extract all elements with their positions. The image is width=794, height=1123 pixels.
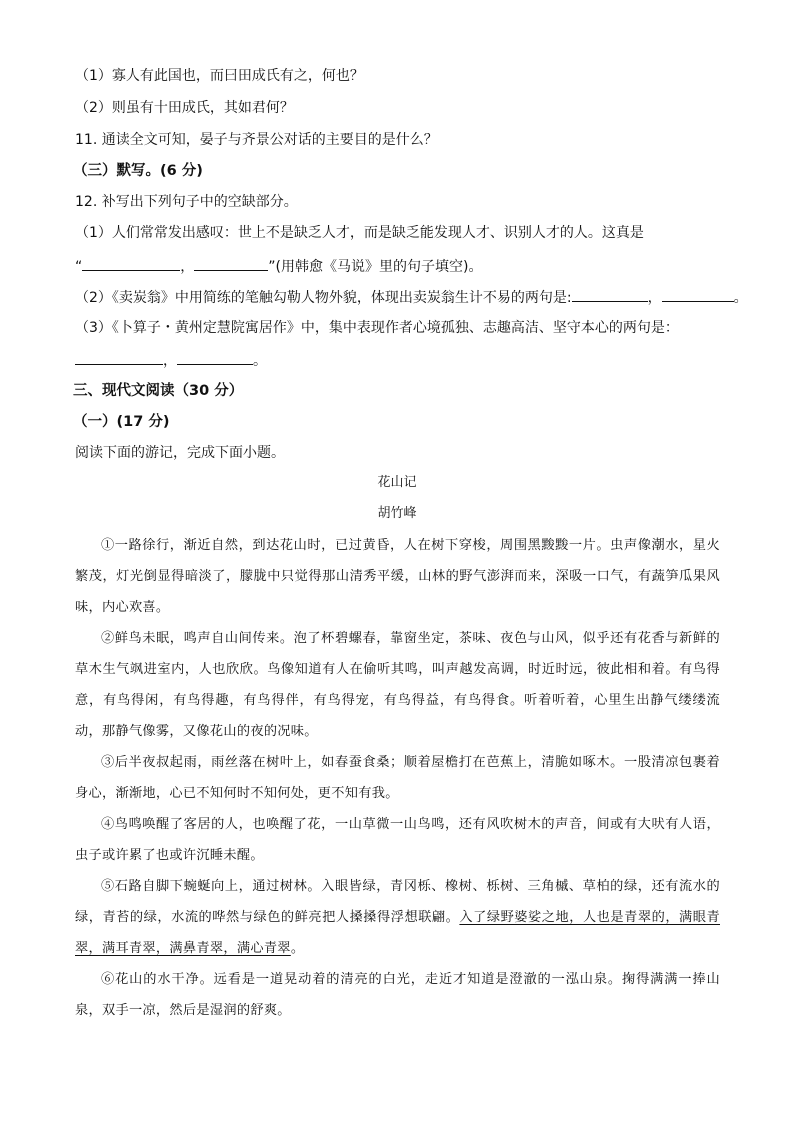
reading-instruction: 阅读下面的游记，完成下面小题。	[75, 445, 285, 461]
answer-blank[interactable]	[75, 350, 163, 365]
question-12-sub-3: （3）《卜算子・黄州定慧院寓居作》中，集中表现作者心境孤独、志趣高洁、坚守本心的两句是：	[75, 320, 679, 336]
comma: ，	[163, 353, 177, 369]
subsection-one-heading: （一）(17 分)	[73, 414, 170, 430]
question-10-item-2: （2）则虽有十田成氏，其如君何？	[75, 100, 294, 116]
essay-title: 花山记	[377, 475, 417, 490]
question-12-stem: 12. 补写出下列句子中的空缺部分。	[75, 194, 298, 210]
paragraph-5-text: ⑤石路自脚下蜿蜒向上，通过树林。入眼皆绿，青冈栎、橡树、栎树、三角槭、草柏的绿，还有流水的绿，青苔的绿，水流的哗然与绿色的鲜亮把人搡搡得浮想联翩。	[75, 879, 720, 925]
section-dictation-heading: （三）默写。(6 分)	[73, 163, 203, 179]
essay-paragraph-2: ②鲜鸟未眠，鸣声自山间传来。泡了杯碧螺春，靠窗坐定，茶味、夜色与山风，似乎还有花香与新鲜的草木生气飒进室内，人也欣欣。鸟像知道有人在偷听其鸣，叫声越发高调，时近时远，彼此相和着。有鸟得意，有鸟得闲，有鸟得趣，有鸟得伴，有鸟得宠，有鸟得益，有鸟得食。听着听着，心里生出静气缕缕流动，那静气像雾，又像花山的夜的况味。	[75, 631, 720, 739]
period: 。	[253, 353, 267, 369]
sub-2-text: （2）《卖炭翁》中用简练的笔触勾勒人物外貌，体现出卖炭翁生计不易的两句是:	[75, 290, 572, 306]
period: 。	[290, 941, 305, 956]
answer-blank[interactable]	[662, 287, 734, 302]
question-10-item-1: （1）寡人有此国也，而曰田成氏有之，何也？	[75, 68, 364, 84]
answer-blank[interactable]	[194, 256, 268, 271]
question-11: 11. 通读全文可知，晏子与齐景公对话的主要目的是什么？	[75, 132, 438, 148]
comma: ，	[647, 290, 662, 306]
comma: ，	[180, 259, 195, 275]
period: 。	[733, 290, 748, 306]
answer-blank[interactable]	[572, 287, 648, 302]
essay-paragraph-1: ①一路徐行，渐近自然，到达花山时，已过黄昏，人在树下穿梭，周围黑黢黢一片。虫声像潮水，星火繁茂，灯光倒显得暗淡了，朦胧中只觉得那山清秀平缓，山林的野气澎湃而来，深吸一口气，有蔬笋瓜果风味，内心欢喜。	[75, 538, 720, 615]
question-12-sub-1-line-1: （1）人们常常发出感叹：世上不是缺乏人才，而是缺乏能发现人才、识别人才的人。这真是	[75, 225, 644, 241]
essay-author: 胡竹峰	[377, 506, 417, 521]
question-12-sub-2	[75, 287, 748, 308]
essay-paragraph-3: ③后半夜叔起雨，雨丝落在树叶上，如春蚕食桑；顺着屋檐打在芭蕉上，清脆如啄木。一股清凉包裹着身心，渐渐地，心已不知何时不知何处，更不知有我。	[75, 755, 720, 801]
underlined-sentence: 入了绿野婆娑之地，人也是青翠的，满眼青翠，满耳青翠，满鼻青翠，满心青翠	[75, 910, 720, 956]
essay-paragraph-6: ⑥花山的水干净。远看是一道晃动着的清亮的白光，走近才知道是澄澈的一泓山泉。掬得满满一捧山泉，双手一凉，然后是湿润的舒爽。	[75, 972, 720, 1018]
essay-paragraph-4: ④鸟鸣唤醒了客居的人，也唤醒了花，一山草微一山鸟鸣，还有风吹树木的声音，间或有大吠有人语，虫子或许累了也或许沉睡未醒。	[75, 817, 720, 863]
question-12-sub-1-line-2	[75, 256, 482, 277]
open-quote: “	[75, 259, 83, 275]
answer-blank[interactable]	[82, 256, 180, 271]
source-note: ”(用韩愈《马说》里的句子填空)。	[268, 259, 483, 275]
question-12-sub-3-answers	[75, 350, 267, 371]
answer-blank[interactable]	[177, 350, 253, 365]
essay-paragraph-5	[75, 871, 720, 964]
section-modern-reading-heading: 三、现代文阅读（30 分）	[73, 383, 244, 399]
